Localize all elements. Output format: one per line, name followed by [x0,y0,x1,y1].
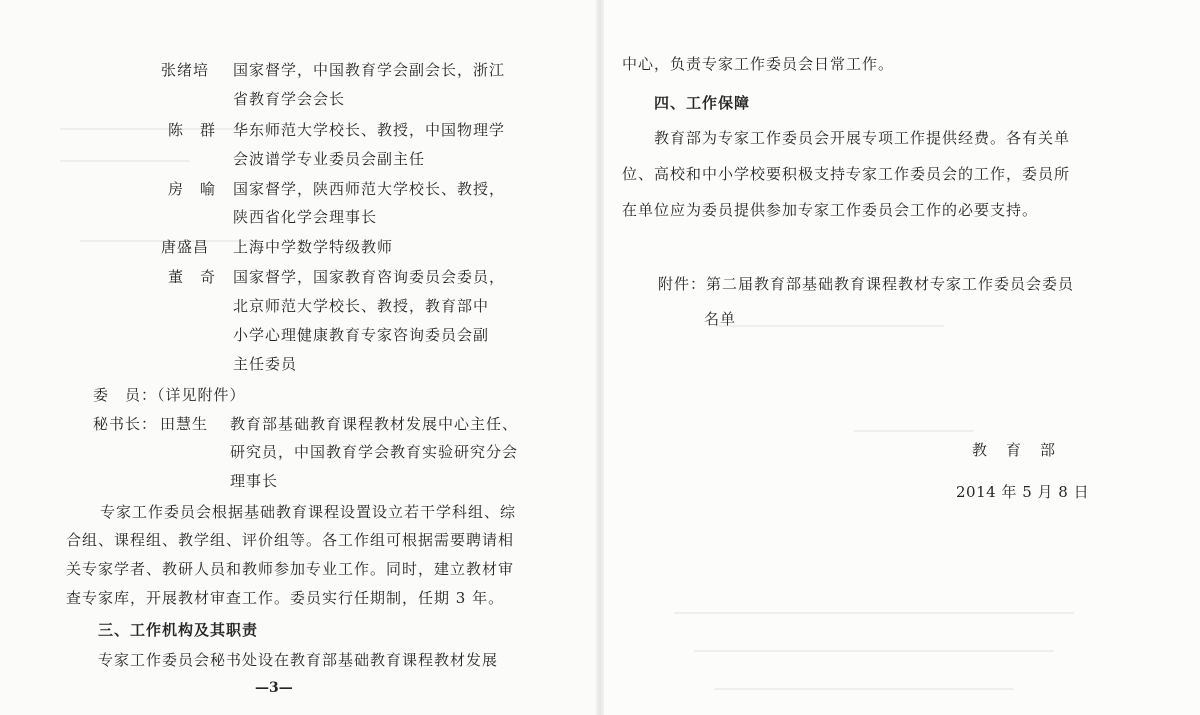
continuation-line: 中心，负责专家工作委员会日常工作。 [622,55,895,73]
committee-members-line: 委 员：（详见附件） [93,386,246,404]
member-name: 唐盛昌 [161,238,210,256]
section-heading: 三、工作机构及其职责 [98,621,259,639]
paragraph-line: 关专家学者、教研人员和教师参加专业工作。同时，建立教材审 [66,560,515,578]
bleed-through-mark [854,430,974,432]
member-title-line: 国家督学，中国教育学会副会长，浙江 [233,61,506,79]
paragraph-line: 位、高校和中小学校要积极支持专家工作委员会的工作，委员所 [622,165,1071,183]
member-title-line: 主任委员 [233,355,298,373]
member-title-line: 会波谱学专业委员会副主任 [233,150,426,168]
bleed-through-mark [60,160,190,162]
attachment-line: 名单 [704,310,737,328]
section-heading: 四、工作保障 [654,94,751,112]
paragraph-line: 在单位应为委员提供参加专家工作委员会工作的必要支持。 [622,201,1039,219]
paragraph-line: 查专家库，开展教材审查工作。委员实行任期制，任期 3 年。 [66,589,505,607]
secretary-name: 田慧生 [160,415,209,433]
secretary-label: 秘书长： [93,415,158,433]
member-title-line: 国家督学，国家教育咨询委员会委员， [233,268,506,286]
bleed-through-mark [674,612,1074,614]
paragraph-line: 专家工作委员会秘书处设在教育部基础教育课程教材发展 [98,651,499,669]
bleed-through-mark [714,688,1014,690]
member-title-line: 陕西省化学会理事长 [233,208,378,226]
member-name: 陈 群 [168,121,217,139]
attachment-line: 附件：第二届教育部基础教育课程教材专家工作委员会委员 [658,275,1075,293]
secretary-title-line: 理事长 [230,472,279,490]
secretary-title-line: 研究员，中国教育学会教育实验研究分会 [230,443,519,461]
bleed-through-mark [714,325,944,327]
member-name: 张绪培 [161,61,210,79]
issue-date: 2014 年 5 月 8 日 [956,483,1090,501]
member-title-line: 国家督学，陕西师范大学校长、教授， [233,180,506,198]
member-title-line: 华东师范大学校长、教授，中国物理学 [233,121,506,139]
member-title-line: 省教育学会会长 [233,90,346,108]
paragraph-line: 合组、课程组、教学组、评价组等。各工作组可根据需要聘请相 [66,531,515,549]
secretary-title-line: 教育部基础教育课程教材发展中心主任、 [230,415,519,433]
left-page [0,0,596,715]
bleed-through-mark [694,650,1054,652]
member-title-line: 小学心理健康教育专家咨询委员会副 [233,326,490,344]
issuer-signature: 教 育 部 [972,441,1058,459]
page-number: —3— [255,680,293,696]
member-name: 董 奇 [168,268,217,286]
page-gutter [596,0,604,715]
paragraph-line: 教育部为专家工作委员会开展专项工作提供经费。各有关单 [654,129,1071,147]
right-page [604,0,1200,715]
member-title-line: 北京师范大学校长、教授，教育部中 [233,297,490,315]
paragraph-line: 专家工作委员会根据基础教育课程设置设立若干学科组、综 [100,503,517,521]
member-name: 房 喻 [168,180,217,198]
member-title-line: 上海中学数学特级教师 [233,238,394,256]
